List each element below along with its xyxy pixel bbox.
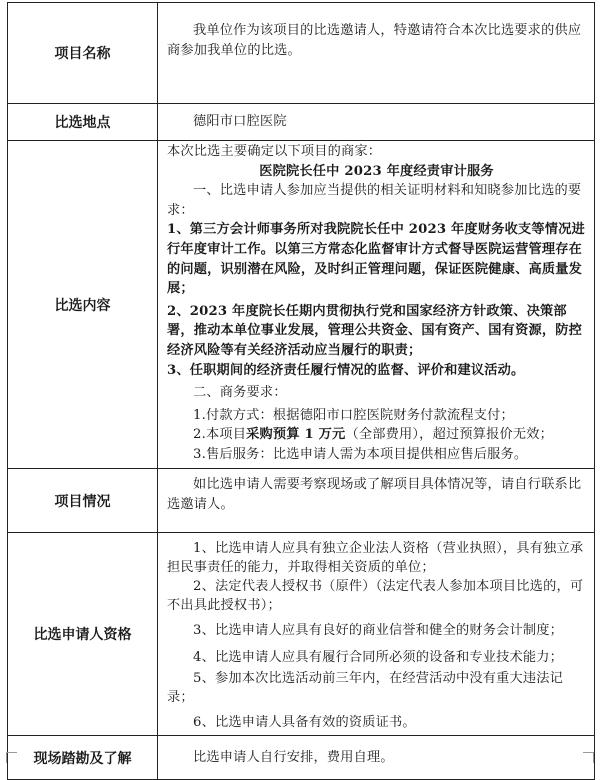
row-content <box>8 141 595 469</box>
qualification-2: 2、法定代表人授权书（原件）（法定代表人参加本项目比选的，可不出具此授权书）； <box>167 579 584 613</box>
cell-project-status <box>158 469 595 533</box>
qualification-4: 4、比选申请人应具有履行合同所必须的设备和专业技术能力； <box>193 650 564 665</box>
qualification-3: 3、比选申请人应具有良好的商业信誉和健全的财务会计制度； <box>193 623 564 638</box>
content-intro: 本次比选主要确定以下项目的商家： <box>167 144 382 159</box>
content-biz-2-pre: 2.本项目 <box>193 427 247 443</box>
content-biz-2 <box>167 425 586 445</box>
qualification-1: 1、比选申请人应具有独立企业法人资格（营业执照），具有独立承担民事责任的能力，并取得相关资质的单位； <box>167 541 584 575</box>
procurement-table <box>7 2 595 780</box>
content-item-3: 3、任职期间的经济责任履行情况的监督、评价和建议活动。 <box>167 362 525 378</box>
content-item-2: 2、2023 年度院长任期内贯彻执行党和国家经济方针政策、决策部署，推动本单位事业发展，管理公共资金、国有资产、国有资源，防控经济风险等有关经济活动应当履行的职责； <box>167 303 583 358</box>
location-text: 德阳市口腔医院 <box>193 114 287 129</box>
project-name-text: 我单位作为该项目的比选邀请人，特邀请符合本次比选要求的供应商参加我单位的比选。 <box>167 23 582 58</box>
label-location: 比选地点 <box>8 104 158 141</box>
content-biz-2-budget: 采购预算 1 万元 <box>246 427 346 443</box>
row-project-status <box>8 469 595 533</box>
form-sheet <box>7 2 595 767</box>
label-content: 比选内容 <box>8 141 158 469</box>
page-corner-mark-left <box>6 752 17 763</box>
row-location <box>8 104 595 141</box>
content-req-heading: 一、比选申请人参加应当提供的相关证明材料和知晓参加比选的要求： <box>167 183 582 218</box>
content-biz-1: 1.付款方式：根据德阳市口腔医院财务付款流程支付； <box>193 407 514 423</box>
qualification-5: 5、参加本次比选活动前三年内，在经营活动中没有重大违法记录； <box>167 671 564 705</box>
cell-content <box>158 141 595 469</box>
label-project-name: 项目名称 <box>8 3 158 104</box>
content-item-1: 1、第三方会计师事务所对我院院长任中 2023 年度财务收支等情况进行年度审计工作。以第三方常态化监督审计方式督导医院运营管理存在的问题，识别潜在风险，及时纠正管理问题，保证医院健康、高质量发展； <box>167 222 585 297</box>
project-status-text: 如比选申请人需要考察现场或了解项目具体情况等，请自行联系比选邀请人。 <box>167 477 582 512</box>
content-biz-3: 3.售后服务：比选申请人需为本项目提供相应售后服务。 <box>193 446 528 462</box>
label-project-status: 项目情况 <box>8 469 158 533</box>
cell-project-name <box>158 3 595 104</box>
label-qualification: 比选申请人资格 <box>8 533 158 736</box>
content-biz-heading: 二、商务要求： <box>193 385 287 401</box>
cell-qualification <box>158 533 595 736</box>
cell-site-visit <box>158 736 595 780</box>
content-biz-2-post: （全部费用），超过预算报价无效； <box>345 427 554 443</box>
cell-location <box>158 104 595 141</box>
row-site-visit <box>8 736 595 780</box>
site-visit-text: 比选申请人自行安排，费用自理。 <box>193 749 394 765</box>
row-qualification <box>8 533 595 736</box>
qualification-6: 6、比选申请人具备有效的资质证书。 <box>193 715 416 730</box>
content-project-title: 医院院长任中 2023 年度经责审计服务 <box>259 163 494 179</box>
row-project-name <box>8 3 595 104</box>
label-site-visit: 现场踏勘及了解 <box>8 736 158 780</box>
page-corner-mark-right <box>583 752 594 763</box>
